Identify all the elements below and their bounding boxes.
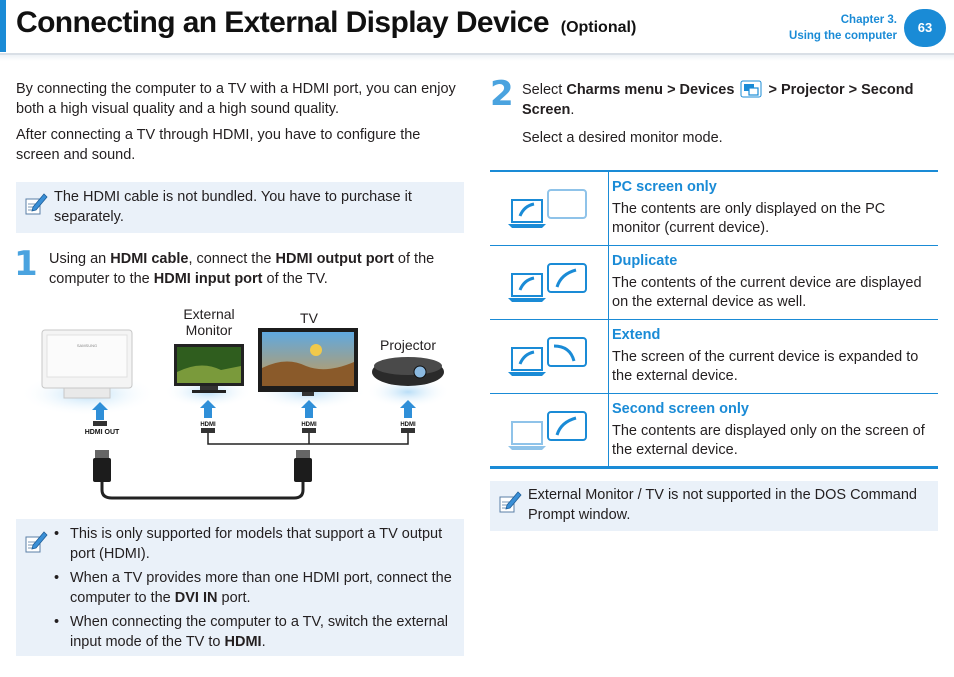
step-2-text: Select Charms menu > Devices > Projector > Second Screen.	[522, 82, 914, 118]
step-2-number: 2	[490, 74, 514, 114]
chapter-number: Chapter 3.	[840, 14, 897, 26]
mode-description: The contents are only displayed on the PC monitor (current device).	[612, 201, 886, 236]
header-accent-bar	[0, 0, 6, 52]
step-1-number: 1	[14, 244, 38, 284]
hdmi-cable-image	[93, 450, 312, 498]
mode-description: The contents are displayed only on the screen of the external device.	[612, 423, 925, 458]
note-box-1	[16, 182, 464, 233]
note-2-item: • When connecting the computer to a TV, switch the external input mode of the TV to HDMI.	[54, 612, 458, 652]
tv-label: TV	[300, 310, 318, 326]
projector-image	[372, 357, 444, 386]
tv-image	[258, 328, 358, 396]
external-monitor-label: External Monitor	[183, 306, 235, 338]
step-1-text: Using an HDMI cable, connect the HDMI output port of the computer to the HDMI input port of the TV.	[49, 251, 435, 287]
pencil-note-icon	[24, 191, 48, 217]
page-title-suffix: (Optional)	[560, 19, 637, 36]
table-row	[490, 172, 938, 246]
mode-title: Duplicate	[612, 253, 678, 269]
brand-text: SAMSUNG	[76, 343, 98, 348]
note-box-3	[490, 481, 938, 531]
hdmi-port-label: HDMI	[301, 422, 317, 428]
mode-title: Second screen only	[612, 401, 749, 417]
intro-paragraph-1: By connecting the computer to a TV with a HDMI port, you can enjoy both a high visual quality and a high sound quality.	[16, 81, 456, 117]
all-in-one-pc-image	[42, 330, 132, 398]
projector-label: Projector	[379, 337, 437, 353]
note-box-2	[16, 519, 464, 656]
note-2-item: • When a TV provides more than one HDMI port, connect the computer to the DVI IN port.	[54, 568, 458, 608]
hdmi-out-label: HDMI OUT	[84, 429, 120, 436]
chapter-label	[789, 12, 897, 44]
page-number-badge: 63	[904, 9, 946, 47]
table-row	[490, 246, 938, 320]
monitor-mode-table	[490, 170, 938, 469]
hdmi-port-label: HDMI	[200, 422, 216, 428]
note-1-text: The HDMI cable is not bundled. You have to purchase it separately.	[54, 189, 412, 225]
page-title: Connecting an External Display Device (Optional)	[16, 6, 637, 39]
devices-charm-icon	[740, 80, 762, 98]
mode-description: The contents of the current device are displayed on the external device as well.	[612, 275, 922, 310]
extend-icon	[508, 334, 588, 378]
table-row	[490, 320, 938, 394]
chapter-name: Using the computer	[789, 30, 897, 42]
pc-screen-only-icon	[508, 186, 588, 230]
hdmi-connection-diagram	[16, 320, 461, 510]
table-row	[490, 394, 938, 466]
second-screen-only-icon	[508, 408, 588, 452]
mode-title: Extend	[612, 327, 661, 343]
mode-title: PC screen only	[612, 179, 717, 195]
step-2-subtext: Select a desired monitor mode.	[522, 130, 723, 146]
note-3-text: External Monitor / TV is not supported in the DOS Command Prompt window.	[528, 487, 917, 523]
external-monitor-image	[174, 344, 244, 393]
intro-paragraph-2: After connecting a TV through HDMI, you have to configure the screen and sound.	[16, 127, 421, 163]
hdmi-port-label: HDMI	[400, 422, 416, 428]
pencil-note-icon	[498, 489, 522, 515]
note-2-item: • This is only supported for models that support a TV output port (HDMI).	[54, 524, 458, 564]
duplicate-icon	[508, 260, 588, 304]
pencil-note-icon	[24, 529, 48, 555]
mode-description: The screen of the current device is expanded to the external device.	[612, 349, 919, 384]
note-2-list	[54, 524, 458, 656]
